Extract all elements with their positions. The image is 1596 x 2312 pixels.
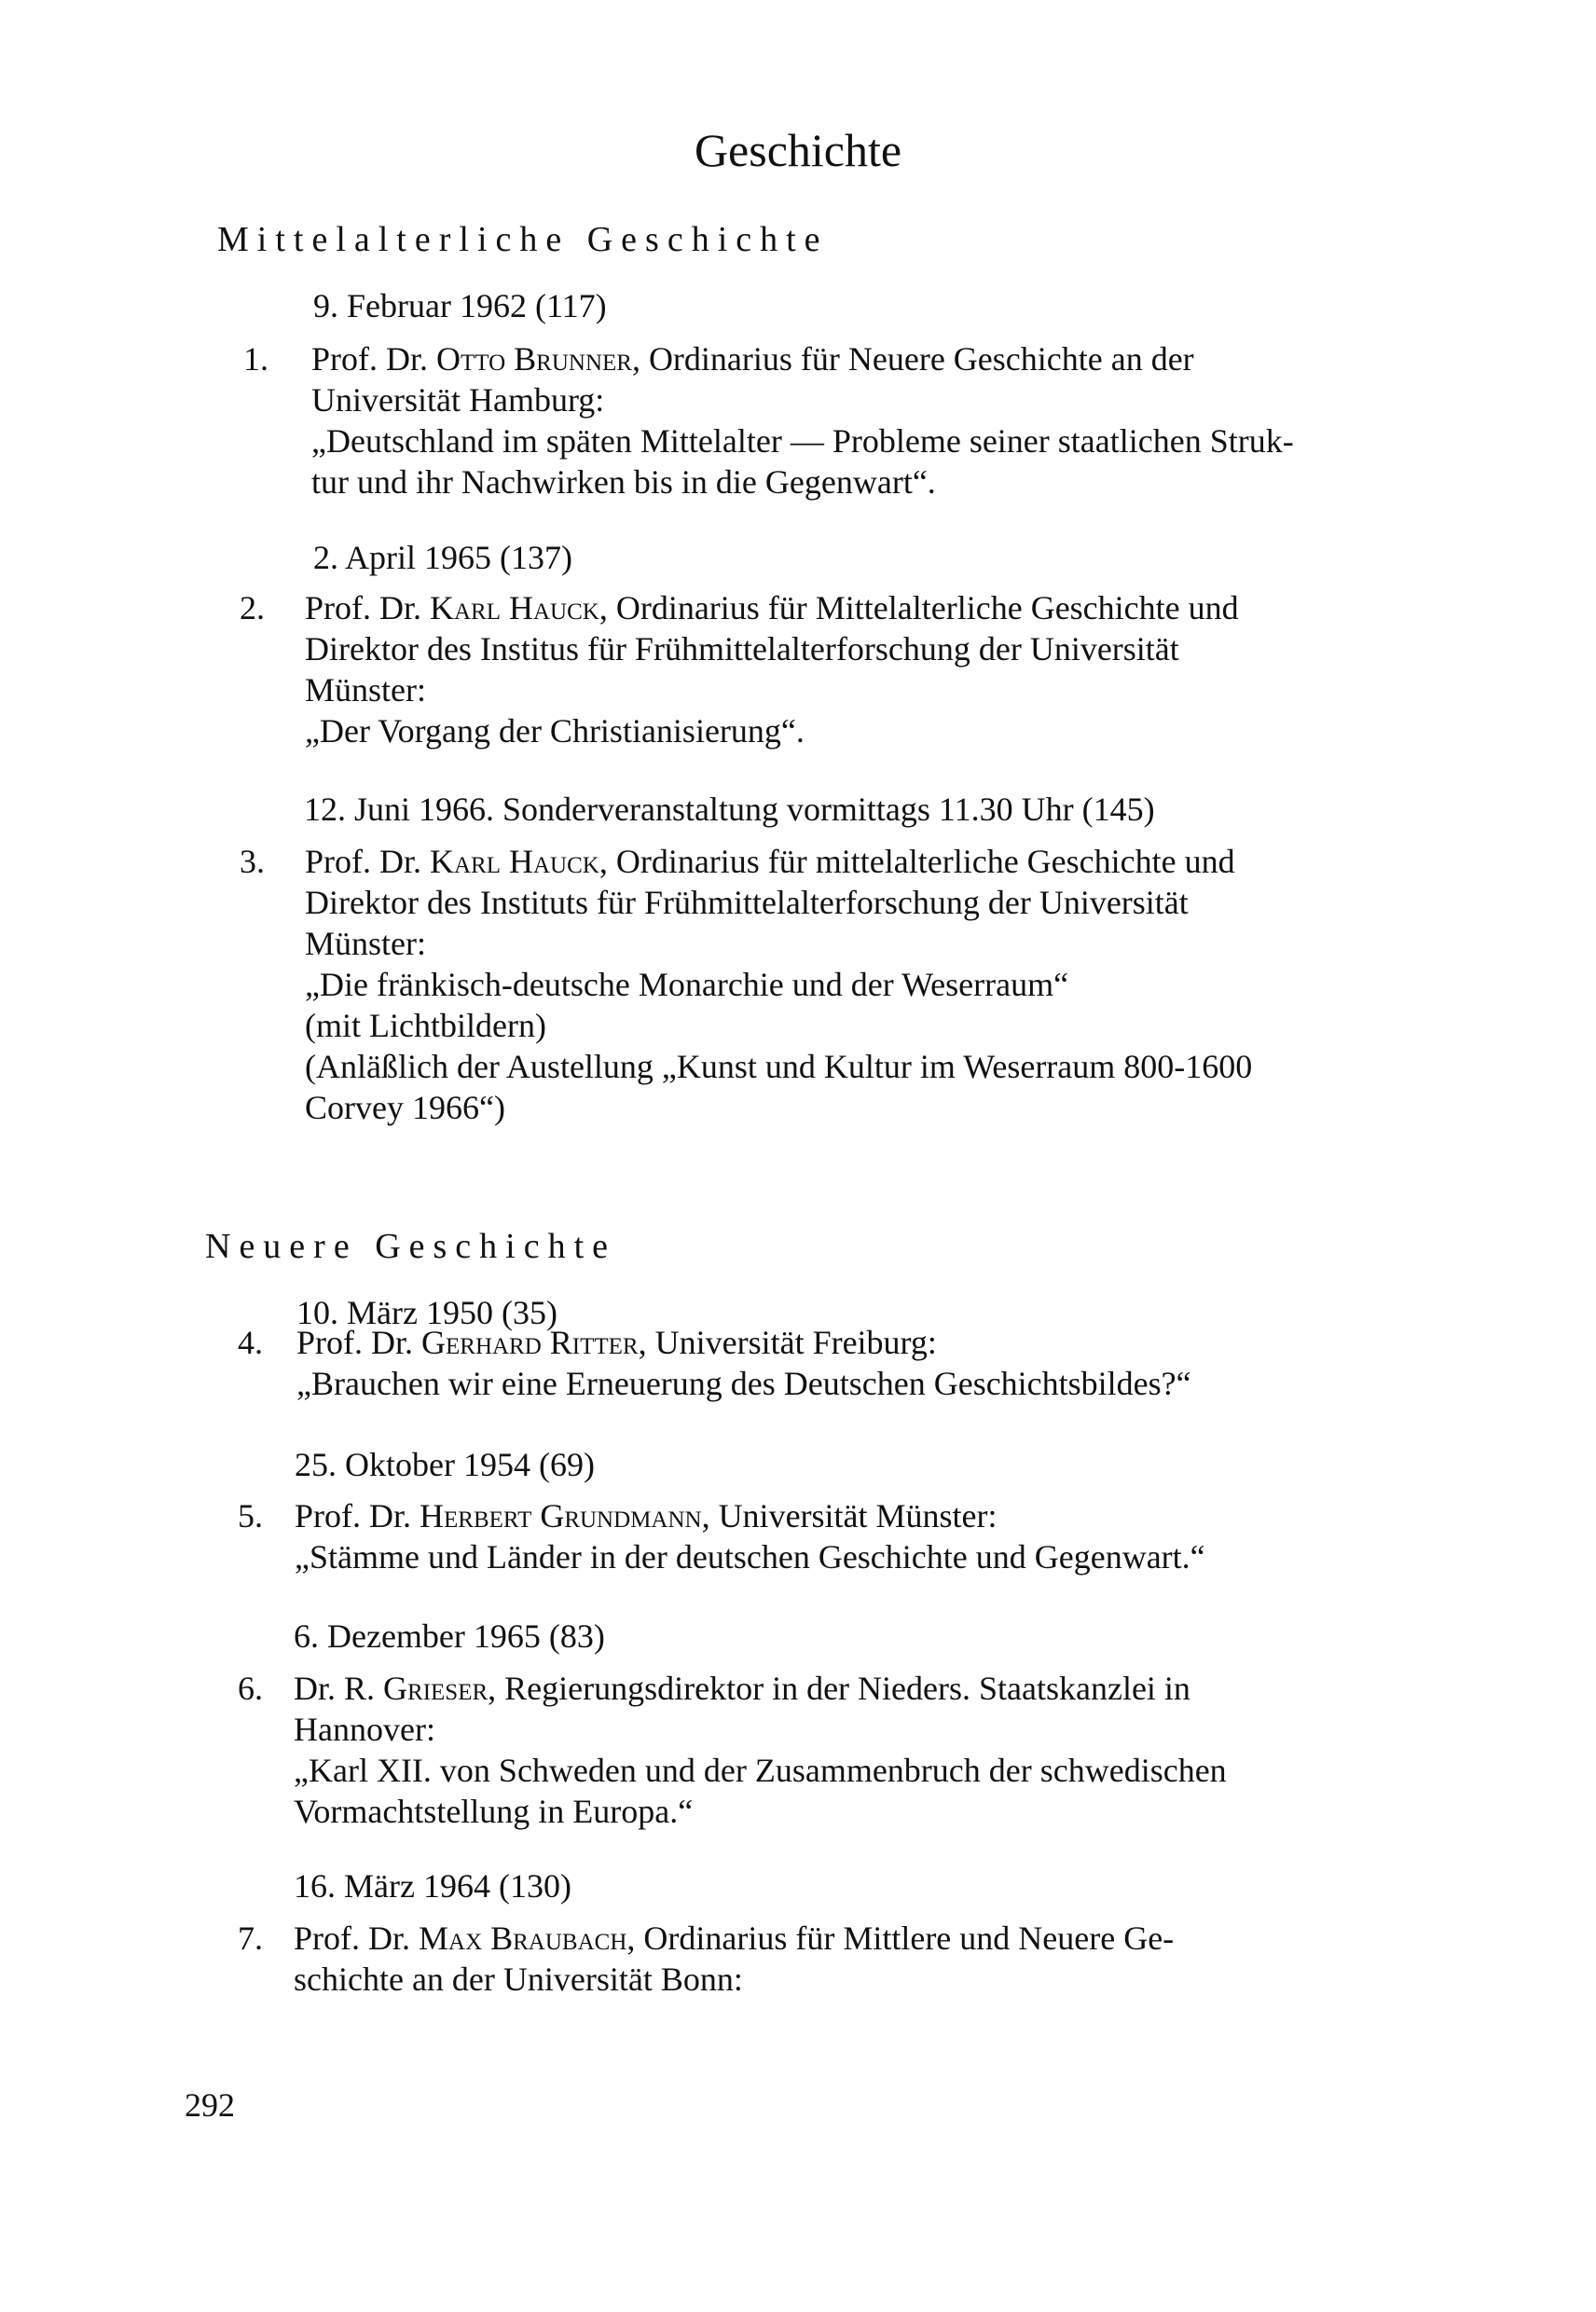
entry-line: (mit Lichtbildern) bbox=[305, 1007, 546, 1044]
entry-line: Dr. R. Grieser, Regierungsdirektor in der Nieders. Staatskanzlei in bbox=[294, 1670, 1190, 1707]
entry-body bbox=[311, 338, 1388, 502]
page-number: 292 bbox=[185, 2086, 235, 2124]
entry-line: Prof. Dr. Gerhard Ritter, Universität Freiburg: bbox=[296, 1324, 937, 1361]
entry-number: 2. bbox=[240, 589, 265, 626]
date-line: 16. März 1964 (130) bbox=[294, 1867, 571, 1905]
entry-line: (Anläßlich der Austellung „Kunst und Kultur im Weserraum 800-1600 bbox=[305, 1048, 1253, 1085]
entry-line: Universität Hamburg: bbox=[311, 381, 605, 419]
entry-line: Vormachtstellung in Europa.“ bbox=[294, 1793, 694, 1830]
entry-line: „Deutschland im späten Mittelalter — Probleme seiner staatlichen Struk- bbox=[311, 422, 1294, 460]
entry-line: Hannover: bbox=[294, 1711, 435, 1748]
entry-number: 6. bbox=[238, 1670, 263, 1707]
entry-line: Corvey 1966“) bbox=[305, 1089, 505, 1126]
section-heading-medieval: Mittelalterliche Geschichte bbox=[217, 220, 829, 259]
entry-line: „Stämme und Länder in der deutschen Geschichte und Gegenwart.“ bbox=[295, 1538, 1205, 1576]
entry-body bbox=[294, 1668, 1388, 1832]
entry-line: Direktor des Institus für Frühmittelalterforschung der Universität bbox=[305, 630, 1179, 667]
entry-line: Prof. Dr. Karl Hauck, Ordinarius für Mittelalterliche Geschichte und bbox=[305, 589, 1239, 626]
date-line: 10. März 1950 (35) bbox=[296, 1294, 557, 1331]
date-line: 9. Februar 1962 (117) bbox=[313, 287, 607, 324]
entry-line: Münster: bbox=[305, 925, 426, 962]
entry-line: Direktor des Instituts für Frühmittelalterforschung der Universität bbox=[305, 884, 1189, 921]
entry-line: Prof. Dr. Otto Brunner, Ordinarius für Neuere Geschichte an der bbox=[311, 340, 1194, 378]
section-heading-modern: Neuere Geschichte bbox=[205, 1227, 617, 1266]
speaker-name: Otto Brunner bbox=[436, 340, 632, 378]
entry-body bbox=[296, 1322, 1388, 1404]
entry-line: „Der Vorgang der Christianisierung“. bbox=[305, 712, 805, 750]
entry-body bbox=[305, 587, 1388, 751]
speaker-name: Karl Hauck bbox=[430, 589, 599, 626]
entry-line: „Die fränkisch-deutsche Monarchie und der Weserraum“ bbox=[305, 966, 1069, 1003]
entry-line: Münster: bbox=[305, 671, 426, 709]
entry-line: schichte an der Universität Bonn: bbox=[294, 1961, 743, 1998]
speaker-name: Grieser bbox=[383, 1670, 488, 1707]
entry-line: „Brauchen wir eine Erneuerung des Deutschen Geschichtsbildes?“ bbox=[296, 1365, 1191, 1402]
entry-number: 5. bbox=[238, 1497, 263, 1534]
page-title: Geschichte bbox=[694, 124, 902, 176]
date-line: 6. Dezember 1965 (83) bbox=[294, 1617, 605, 1655]
date-line: 25. Oktober 1954 (69) bbox=[295, 1446, 595, 1483]
entry-line: Prof. Dr. Herbert Grundmann, Universität Münster: bbox=[295, 1497, 998, 1534]
date-line: 12. Juni 1966. Sonderveranstaltung vormittags 11.30 Uhr (145) bbox=[304, 791, 1155, 828]
entry-body bbox=[295, 1495, 1388, 1577]
entry-body bbox=[305, 841, 1388, 1128]
entry-body bbox=[294, 1918, 1388, 2000]
date-line: 2. April 1965 (137) bbox=[313, 539, 572, 576]
speaker-name: Karl Hauck bbox=[430, 843, 599, 880]
speaker-name: Max Braubach bbox=[419, 1920, 627, 1957]
entry-number: 3. bbox=[240, 843, 265, 880]
entry-line: tur und ihr Nachwirken bis in die Gegenwart“. bbox=[311, 463, 936, 501]
entry-number: 7. bbox=[238, 1920, 263, 1957]
entry-number: 4. bbox=[238, 1324, 263, 1361]
speaker-name: Herbert Grundmann bbox=[420, 1497, 702, 1534]
speaker-name: Gerhard Ritter bbox=[421, 1324, 639, 1361]
entry-line: Prof. Dr. Karl Hauck, Ordinarius für mittelalterliche Geschichte und bbox=[305, 843, 1235, 880]
entry-number: 1. bbox=[243, 340, 268, 378]
entry-line: Prof. Dr. Max Braubach, Ordinarius für Mittlere und Neuere Ge- bbox=[294, 1920, 1175, 1957]
entry-line: „Karl XII. von Schweden und der Zusammenbruch der schwedischen bbox=[294, 1752, 1227, 1789]
